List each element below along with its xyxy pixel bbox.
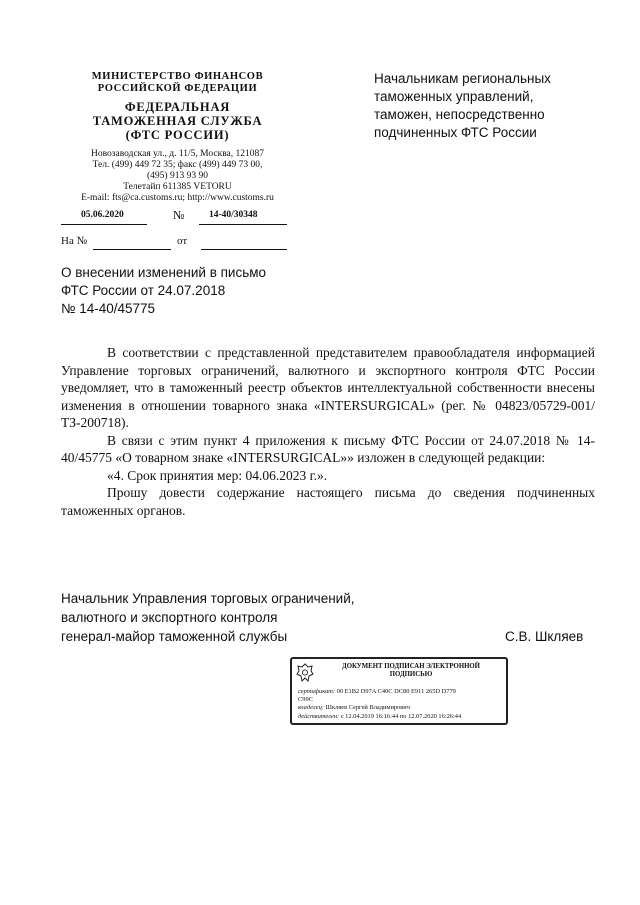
number-sign: №	[173, 208, 185, 222]
letter-body	[61, 344, 595, 519]
signatory-position: Начальник Управления торговых ограничений, валютного и экспортного контроля генерал-майор таможенной службы	[61, 591, 355, 644]
reference-from-label: от	[177, 235, 188, 247]
stamp-title: ДОКУМЕНТ ПОДПИСАН ЭЛЕКТРОННОЙ ПОДПИСЬЮ	[342, 663, 480, 678]
letter-date: 05.06.2020	[81, 210, 124, 220]
subject-block: О внесении изменений в письмо ФТС России от 24.07.2018 № 14-40/45775	[61, 265, 267, 316]
signatory-name: С.В. Шкляев	[505, 629, 584, 644]
addressee-block: Начальникам региональных таможенных управлений, таможен, непосредственно подчиненных ФТС России	[374, 71, 551, 140]
contact-info	[55, 149, 300, 204]
stamp-owner: владелец: Шкляев Сергей Владимирович	[298, 704, 410, 711]
stamp-certificate-cont: C99C	[298, 696, 313, 703]
e-signature-stamp	[290, 657, 508, 725]
emblem-icon	[296, 663, 314, 683]
stamp-validity: действителен: с 12.04.2019 16:16:44 по 12.07.2020 16:26:44	[298, 713, 462, 720]
phone-fax: Тел. (499) 449 72 35; факс (499) 449 73 00,	[92, 160, 263, 170]
service-name: ФЕДЕРАЛЬНАЯ ТАМОЖЕННАЯ СЛУЖБА (ФТС РОССИИ)	[92, 100, 263, 142]
reference-row	[61, 235, 291, 251]
registration-row	[61, 210, 291, 226]
address: Новозаводская ул., д. 11/5, Москва, 121087	[90, 149, 265, 159]
body-paragraph-4: Прошу довести содержание настоящего письма до сведения подчиненных таможенных органов.	[61, 485, 595, 518]
email-web: E-mail: fts@ca.customs.ru; http://www.customs.ru	[81, 193, 274, 203]
reference-label: На №	[61, 235, 88, 247]
body-paragraph-2: В связи с этим пункт 4 приложения к письму ФТС России от 24.07.2018 № 14-40/45775 «О товарном знаке «INTERSURGICAL»» изложен в следующей редакции:	[61, 432, 595, 465]
stamp-certificate: сертификат: 00 E1B2 D97A C40C DC80 E911 265D D779	[298, 688, 456, 695]
phone-extra: (495) 913 93 90	[147, 171, 208, 181]
teletype: Телетайп 611385 VETORU	[123, 182, 232, 192]
body-paragraph-1: В соответствии с представленной представителем правообладателя информацией Управление торговых ограничений, валютного и экспортного контроля ФТС России уведомляет, что в таможенный реестр объектов интеллектуальной собственности внесены изменения в отношении товарного знака «INTERSURGICAL» (рег. № 04823/05729-001/ТЗ-200718).	[61, 345, 595, 430]
body-paragraph-3: «4. Срок принятия мер: 04.06.2023 г.».	[107, 467, 328, 483]
ministry-name: МИНИСТЕРСТВО ФИНАНСОВ РОССИЙСКОЙ ФЕДЕРАЦИИ	[91, 71, 264, 94]
letterhead	[55, 71, 300, 204]
letter-number: 14-40/30348	[209, 210, 258, 220]
